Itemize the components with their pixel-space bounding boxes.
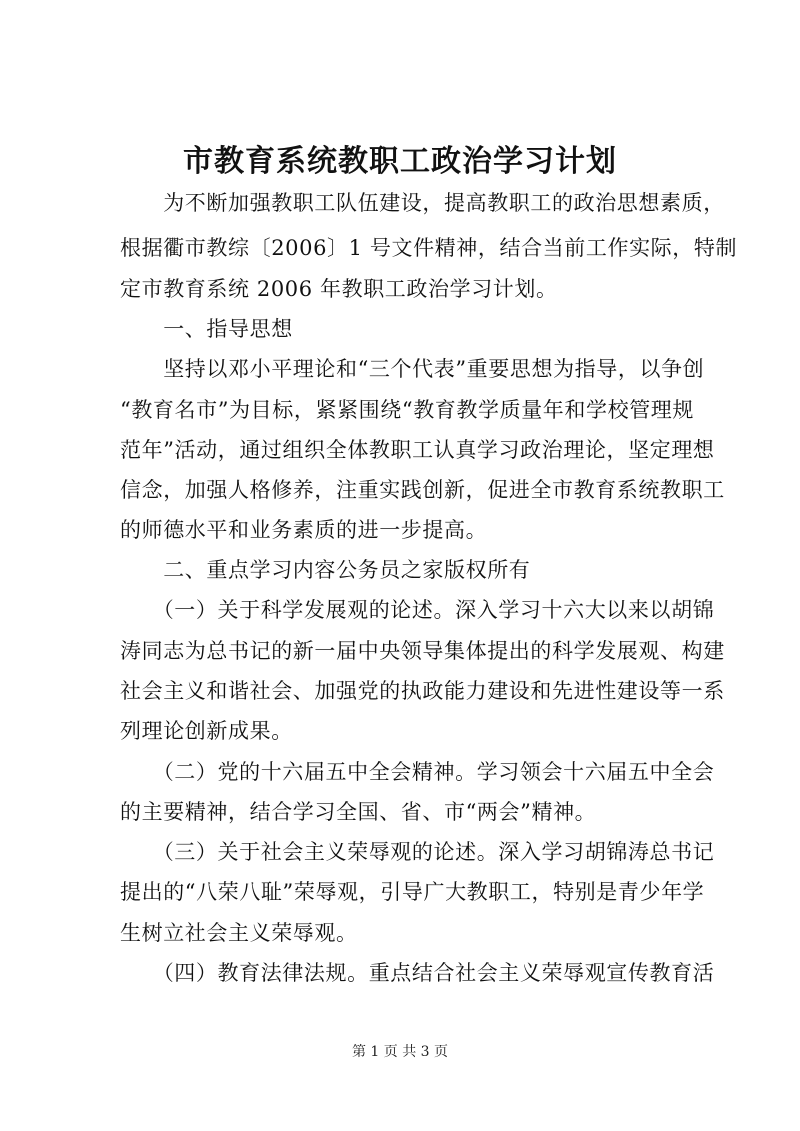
section-heading: 一、指导思想	[120, 317, 293, 341]
body-line: 生树立社会主义荣辱观。	[120, 921, 358, 945]
body-line: 的师德水平和业务素质的进一步提高。	[120, 518, 488, 542]
body-line: 的主要精神，结合学习全国、省、市“两会”精神。	[120, 800, 597, 824]
body-line: （四）教育法律法规。重点结合社会主义荣辱观宣传教育活	[120, 961, 715, 985]
body-line: 社会主义和谐社会、加强党的执政能力建设和先进性建设等一系	[120, 679, 725, 703]
body-line: “教育名市”为目标，紧紧围绕“教育教学质量年和学校管理规	[120, 398, 695, 422]
body-line: 提出的“八荣八耻”荣辱观，引导广大教职工，特别是青少年学	[120, 880, 705, 904]
body-line: （二）党的十六届五中全会精神。学习领会十六届五中全会	[120, 760, 715, 784]
body-line: 涛同志为总书记的新一届中央领导集体提出的科学发展观、构建	[120, 639, 725, 663]
body-line: 为不断加强教职工队伍建设，提高教职工的政治思想素质，	[120, 191, 725, 215]
body-line: 列理论创新成果。	[120, 719, 293, 743]
body-line: 信念，加强人格修养，注重实践创新，促进全市教育系统教职工	[120, 478, 725, 502]
body-line: 坚持以邓小平理论和“三个代表”重要思想为指导，以争创	[120, 357, 705, 381]
body-line: 定市教育系统 2006 年教职工政治学习计划。	[120, 277, 558, 301]
body-line: 范年”活动，通过组织全体教职工认真学习政治理论，坚定理想	[120, 438, 715, 462]
body-line: 根据衢市教综〔2006〕1 号文件精神，结合当前工作实际，特制	[120, 236, 738, 260]
body-line: （三）关于社会主义荣辱观的论述。深入学习胡锦涛总书记	[120, 840, 715, 864]
document-title: 市教育系统教职工政治学习计划	[183, 144, 617, 179]
page-number: 第 1 页 共 3 页	[351, 1044, 449, 1060]
body-line: （一）关于科学发展观的论述。深入学习十六大以来以胡锦	[120, 598, 715, 622]
section-heading: 二、重点学习内容公务员之家版权所有	[120, 558, 531, 582]
